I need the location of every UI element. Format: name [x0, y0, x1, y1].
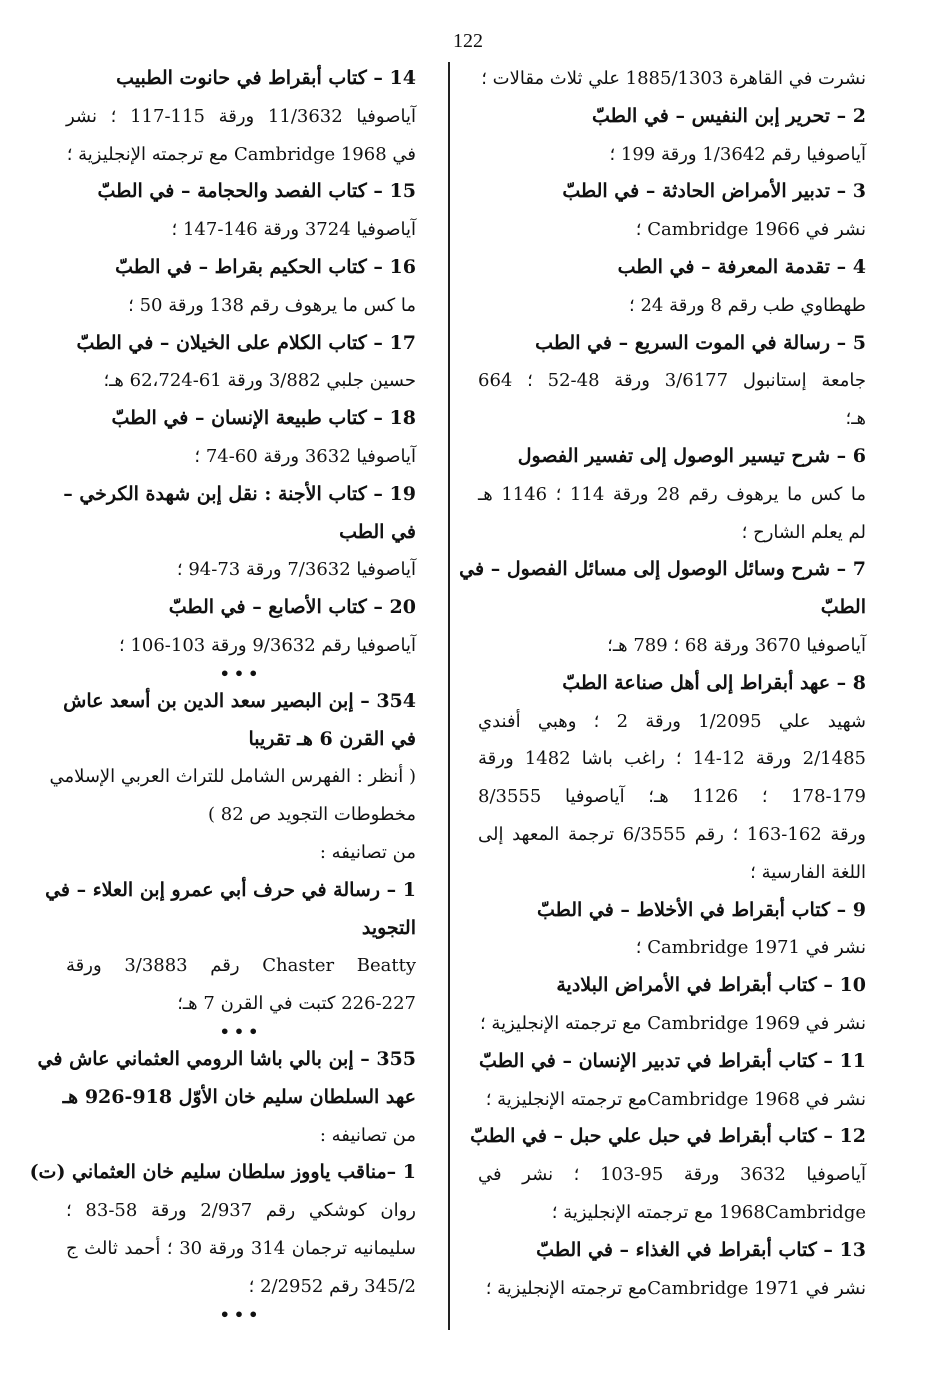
- manuscript-reference: آياصوفيا 3670 ورقة 68 ؛ 789 هـ؛: [607, 634, 866, 656]
- section-separator: •••: [219, 1021, 263, 1041]
- manuscript-reference: روان كوشكي رقم 2/937 ورقة 58-83 ؛: [66, 1200, 416, 1222]
- entry-heading: 7 – شرح وسائل الوصول إلى مسائل الفصول – في: [459, 558, 866, 581]
- manuscript-reference: نشر في Cambridge 1969 مع ترجمته الإنجليزية ؛: [479, 1012, 866, 1034]
- manuscript-reference: لم يعلم الشارح ؛: [741, 521, 866, 543]
- manuscript-reference: من تصانيفه :: [319, 841, 416, 863]
- entry-heading: الطبّ: [820, 596, 866, 619]
- entry-heading: في الطب: [339, 520, 416, 543]
- manuscript-reference: آياصوفيا 3632 ورقة 60-74 ؛: [194, 445, 416, 467]
- manuscript-reference: هـ؛: [845, 408, 866, 430]
- manuscript-reference: آياصوفيا رقم 1/3642 ورقة 199 ؛: [609, 143, 866, 165]
- manuscript-reference: ورقة 162-163 ؛ رقم 6/3555 ترجمة المعهد إلى: [478, 823, 866, 845]
- manuscript-reference: جامعة إستانبول 3/6177 ورقة 48-52 ؛ 664: [478, 370, 866, 392]
- entry-heading: 8 – عهد أبقراط إلى أهل صناعة الطبّ: [562, 671, 866, 694]
- entry-heading: 11 – كتاب أبقراط في تدبير الإنسان – في الطبّ: [479, 1049, 866, 1072]
- section-separator: •••: [219, 663, 263, 683]
- entry-heading: التجويد: [361, 916, 416, 939]
- right-column: [459, 60, 867, 1307]
- manuscript-reference: 226-227 كتبت في القرن 7 هـ؛: [177, 993, 416, 1015]
- manuscript-reference: 1968Cambridge مع ترجمته الإنجليزية ؛: [551, 1201, 866, 1223]
- entry-heading: 5 – رسالة في الموت السريع – في الطب: [535, 331, 866, 354]
- entry-heading: 13 – كتاب أبقراط في الغذاء – في الطبّ: [536, 1238, 866, 1261]
- left-column: [29, 60, 416, 1324]
- manuscript-reference: 2/1485 ورقة 12-14 ؛ راغب باشا 1482 ورقة: [478, 748, 866, 770]
- column-divider: [448, 62, 450, 1330]
- entry-heading: 19 – كتاب الأجنة : نقل إبن شهدة الكرخي –: [63, 482, 416, 505]
- manuscript-reference: ما كس ما يرهوف رقم 138 ورقة 50 ؛: [128, 294, 416, 316]
- manuscript-reference: آياصوفيا 3632 ورقة 95-103 ؛ نشر في: [478, 1164, 866, 1186]
- entry-heading: 2 – تحرير إبن النفيس – في الطبّ: [592, 104, 866, 127]
- manuscript-reference: 345/2 رقم 2/2952 ؛: [248, 1275, 416, 1297]
- manuscript-reference: مخطوطات التجويد ص 82 ): [208, 804, 416, 826]
- manuscript-reference: ( أنظر : الفهرس الشامل للتراث العربي الإسلامي: [49, 766, 416, 788]
- entry-heading: في القرن 6 هـ تقريبا: [248, 727, 416, 750]
- manuscript-reference: نشرت في القاهرة 1885/1303 علي ثلاث مقالات ؛: [481, 68, 866, 89]
- entry-heading: 1 –مناقب ياووز سلطان سليم خان العثماني (ت): [29, 1161, 416, 1184]
- manuscript-reference: آياصوفيا 7/3632 ورقة 73-94 ؛: [176, 559, 416, 581]
- entry-heading: 9 – كتاب أبقراط في الأخلاط – في الطبّ: [536, 898, 866, 921]
- entry-heading: 10 – كتاب أبقراط في الأمراض البلادية: [556, 974, 866, 997]
- manuscript-reference: نشر في Cambridge 1966 ؛: [635, 219, 866, 241]
- manuscript-reference: Chaster Beatty رقم 3/3883 ورقة: [66, 955, 416, 977]
- manuscript-reference: ما كس ما يرهوف رقم 28 ورقة 114 ؛ 1146 هـ: [478, 483, 867, 505]
- entry-heading: 15 – كتاب الفصد والحجامة – في الطبّ: [97, 180, 416, 203]
- entry-heading: 17 – كتاب الكلام على الخيلان – في الطبّ: [76, 331, 416, 354]
- entry-heading: 4 – تقدمة المعرفة – في الطب: [617, 255, 866, 278]
- manuscript-reference: آياصوفيا 3724 ورقة 146-147 ؛: [171, 219, 416, 241]
- entry-heading: 20 – كتاب الأصابع – في الطبّ: [168, 596, 416, 619]
- entry-heading: 16 – كتاب الحكيم بقراط – في الطبّ: [115, 255, 416, 278]
- entry-heading: 1 – رسالة في حرف أبي عمرو إبن العلاء – في: [45, 878, 416, 901]
- manuscript-reference: شهيد علي 1/2095 ورقة 2 ؛ وهبي أفندي: [478, 710, 866, 732]
- manuscript-reference: من تصانيفه :: [319, 1124, 416, 1146]
- manuscript-reference: آياصوفيا رقم 9/3632 ورقة 103-106 ؛: [118, 634, 416, 656]
- entry-heading: 354 – إبن البصير سعد الدين بن أسعد عاش: [63, 689, 416, 712]
- manuscript-reference: نشر في Cambridge 1971مع ترجمته الإنجليزية ؛: [485, 1277, 866, 1299]
- manuscript-reference: نشر في Cambridge 1971 ؛: [635, 937, 866, 959]
- section-separator: •••: [219, 1304, 263, 1324]
- manuscript-reference: آياصوفيا 11/3632 ورقة 115-117 ؛ نشر: [66, 105, 416, 127]
- manuscript-reference: نشر في Cambridge 1968مع ترجمته الإنجليزية ؛: [485, 1088, 866, 1110]
- manuscript-reference: في Cambridge 1968 مع ترجمته الإنجليزية ؛: [66, 143, 416, 165]
- manuscript-reference: حسين جلبي 3/882 ورقة 61-62،724 هـ؛: [103, 370, 416, 392]
- entry-heading: عهد السلطان سليم خان الأوّل 918-926 هـ: [62, 1085, 416, 1108]
- manuscript-reference: اللغة الفارسية ؛: [750, 861, 866, 883]
- entry-heading: 18 – كتاب طبيعة الإنسان – في الطبّ: [111, 407, 416, 430]
- entry-heading: 12 – كتاب أبقراط في حبل علي حبل – في الطبّ: [470, 1125, 866, 1148]
- entry-heading: 6 – شرح تيسير الوصول إلى تفسير الفصول: [517, 444, 866, 467]
- manuscript-reference: سليمانيه ترجمان 314 ورقة 30 ؛ أحمد ثالث ج: [66, 1237, 416, 1259]
- entry-heading: 14 – كتاب أبقراط في حانوت الطبيب: [116, 67, 416, 89]
- entry-heading: 355 – إبن بالي باشا الرومي العثماني عاش في: [37, 1047, 416, 1070]
- manuscript-reference: 178-179 ؛ 1126 هـ؛ آياصوفيا 8/3555: [478, 786, 866, 808]
- page-number: 122: [453, 30, 483, 52]
- manuscript-reference: طهطاوي طب رقم 8 ورقة 24 ؛: [628, 294, 866, 316]
- entry-heading: 3 – تدبير الأمراض الحادثة – في الطبّ: [562, 180, 866, 203]
